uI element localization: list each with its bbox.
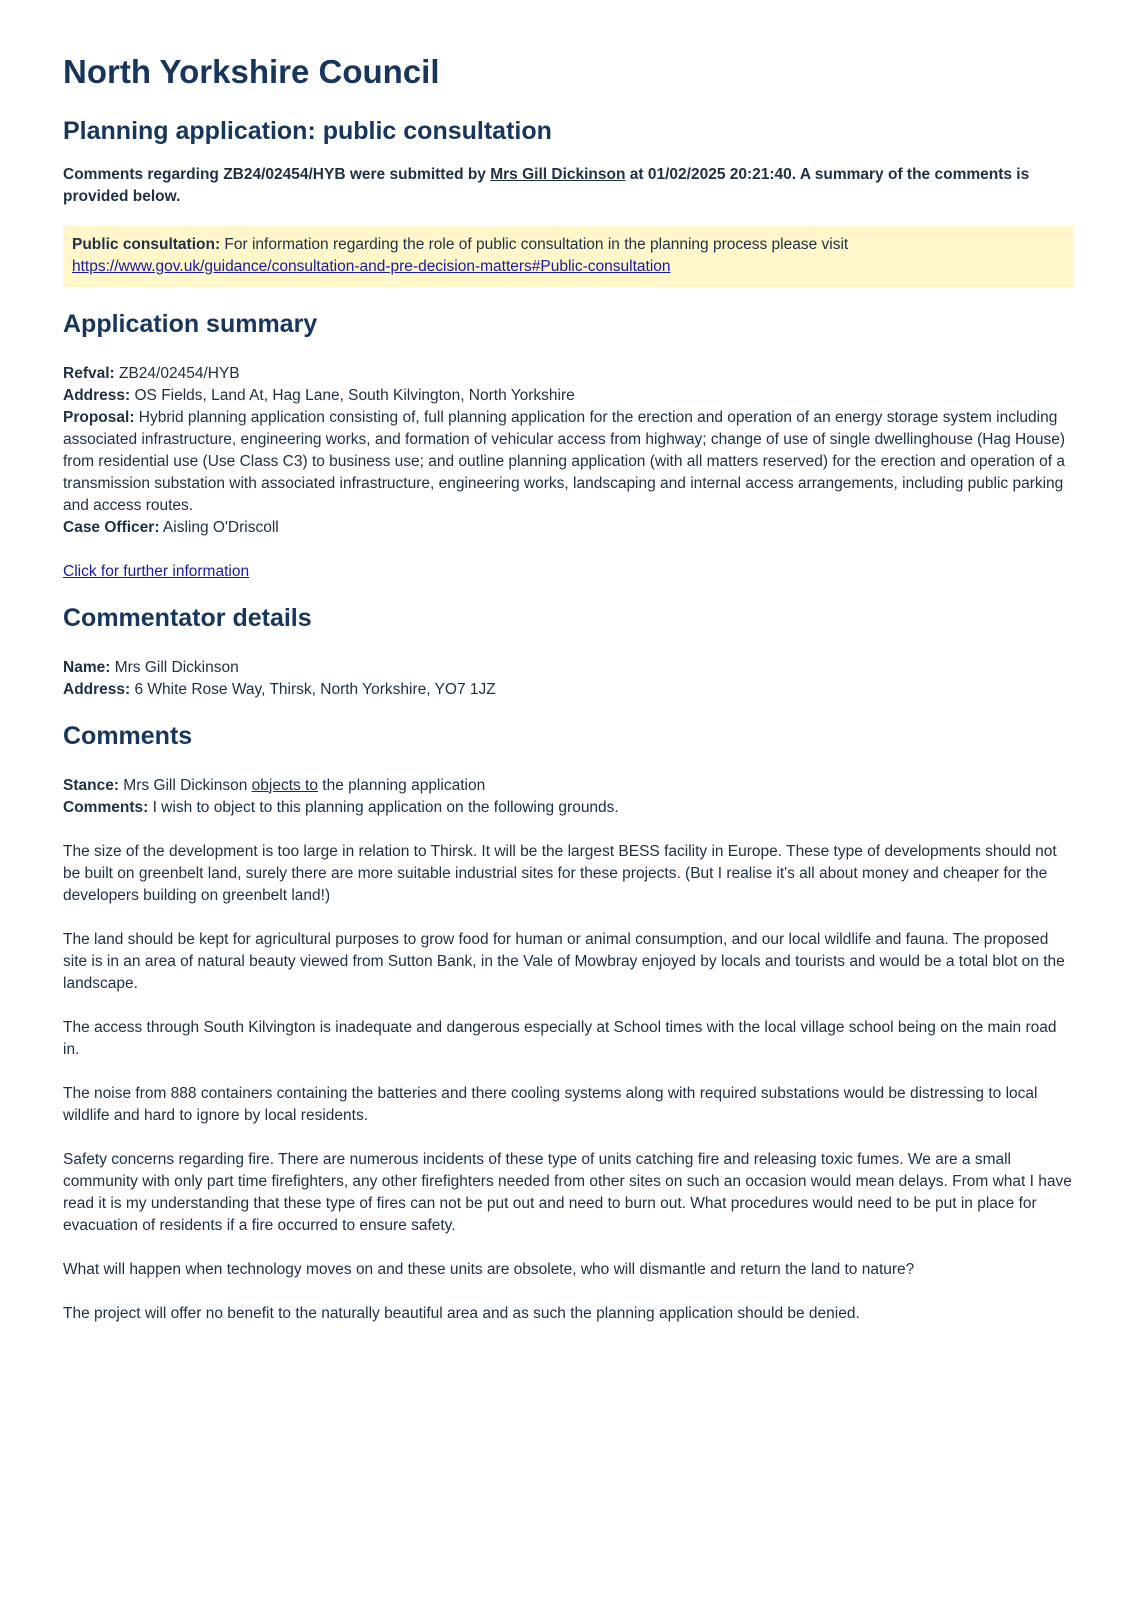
proposal-value: Hybrid planning application consisting of, full planning application for the erection and operation of an energy storage system including associated infrastructure, engineering works, and formation of vehicular access from highway; change of use of single dwellinghouse (Hag House) from residential use (Use Class C3) to business use; and outline planning application (with all matters reserved) for the erection and operation of a transmission substation with associated infrastructure, engineering works, landscaping and internal access arrangements, including public parking and access routes. xyxy=(63,408,1066,514)
intro-prefix: Comments regarding ZB24/02454/HYB were submitted by xyxy=(63,165,491,183)
notice-body: For information regarding the role of public consultation in the planning process please visit xyxy=(220,235,849,253)
comment-paragraph: Safety concerns regarding fire. There are numerous incidents of these type of units catching fire and releasing toxic fumes. We are a small community with only part time firefighters, any other firefighters needed from other sites on such an occasion would mean delays. From what I have read it is my understanding that these type of fires can not be put out and need to burn out. What procedures would need to be put in place for evacuation of residents if a fire occurred to ensure safety. xyxy=(63,1150,1072,1234)
spacer xyxy=(63,907,1073,929)
comment-paragraph: The size of the development is too large in relation to Thirsk. It will be the largest BESS facility in Europe. These type of developments should not be built on greenbelt land, surely there are more suitable industrial sites for these projects. (But I realise it's all about money and cheaper for the developers building on greenbelt land!) xyxy=(63,842,1057,904)
commentator-name-line xyxy=(63,657,1073,679)
address-label: Address: xyxy=(63,386,131,404)
spacer xyxy=(63,819,1073,841)
comment-paragraph: The noise from 888 containers containing the batteries and there cooling systems along with required substations would be distressing to local wildlife and hard to ignore by local residents. xyxy=(63,1084,1038,1124)
comment-paragraph: What will happen when technology moves on and these units are obsolete, who will dismantle and return the land to nature? xyxy=(63,1260,915,1278)
case-officer-value: Aisling O'Driscoll xyxy=(159,518,279,536)
stance-label: Stance: xyxy=(63,776,119,794)
page-subtitle: Planning application: public consultation xyxy=(63,116,552,145)
submitter-name: Mrs Gill Dickinson xyxy=(490,165,626,183)
spacer xyxy=(63,1281,1073,1303)
spacer xyxy=(63,1061,1073,1083)
commentator-details xyxy=(63,657,1073,701)
refval-line xyxy=(63,363,1073,385)
case-officer-line xyxy=(63,517,1073,539)
commentator-name-label: Name: xyxy=(63,658,111,676)
comments-label: Comments: xyxy=(63,798,149,816)
address-line xyxy=(63,385,1073,407)
commentator-address-label: Address: xyxy=(63,680,131,698)
spacer xyxy=(63,995,1073,1017)
comment-paragraph: The access through South Kilvington is inadequate and dangerous especially at School times with the local village school being on the main road in. xyxy=(63,1018,1057,1058)
comments-heading: Comments xyxy=(63,721,193,750)
notice-label: Public consultation: xyxy=(72,235,221,253)
stance-value: objects to xyxy=(251,776,318,794)
notice-text xyxy=(72,234,1064,278)
further-information-link[interactable]: Click for further information xyxy=(63,562,250,580)
intro-suffix: at 01/02/2025 20:21:40. A summary of the comments is provided below. xyxy=(63,165,1030,205)
public-consultation-notice xyxy=(63,226,1073,287)
intro-paragraph xyxy=(63,164,1073,208)
comments-intro-line xyxy=(63,797,1073,819)
proposal-line xyxy=(63,407,1073,517)
comment-paragraph: The land should be kept for agricultural purposes to grow food for human or animal consumption, and our local wildlife and fauna. The proposed site is in an area of natural beauty viewed from Sutton Bank, in the Vale of Mowbray enjoyed by locals and tourists and would be a total blot on the landscape. xyxy=(63,930,1065,992)
commentator-address-line xyxy=(63,679,1073,701)
comments-intro: I wish to object to this planning application on the following grounds. xyxy=(148,798,619,816)
spacer xyxy=(63,1127,1073,1149)
council-title: North Yorkshire Council xyxy=(63,53,440,90)
stance-line xyxy=(63,775,1073,797)
application-summary xyxy=(63,363,1073,583)
spacer xyxy=(63,1237,1073,1259)
address-value: OS Fields, Land At, Hag Lane, South Kilvington, North Yorkshire xyxy=(130,386,575,404)
refval-value: ZB24/02454/HYB xyxy=(114,364,240,382)
application-summary-heading: Application summary xyxy=(63,309,318,338)
case-officer-label: Case Officer: xyxy=(63,518,160,536)
commentator-address-value: 6 White Rose Way, Thirsk, North Yorkshire, YO7 1JZ xyxy=(130,680,496,698)
commentator-name-value: Mrs Gill Dickinson xyxy=(110,658,239,676)
further-info-line xyxy=(63,561,1073,583)
stance-name: Mrs Gill Dickinson xyxy=(119,776,252,794)
stance-suffix: the planning application xyxy=(318,776,486,794)
spacer xyxy=(63,539,1073,561)
commentator-details-heading: Commentator details xyxy=(63,603,312,632)
comments-section xyxy=(63,775,1073,1325)
document-page xyxy=(63,52,1073,1325)
consultation-guidance-link[interactable]: https://www.gov.uk/guidance/consultation-and-pre-decision-matters#Public-consultation xyxy=(72,257,671,275)
comment-paragraph: The project will offer no benefit to the naturally beautiful area and as such the planning application should be denied. xyxy=(63,1304,860,1322)
refval-label: Refval: xyxy=(63,364,115,382)
proposal-label: Proposal: xyxy=(63,408,135,426)
